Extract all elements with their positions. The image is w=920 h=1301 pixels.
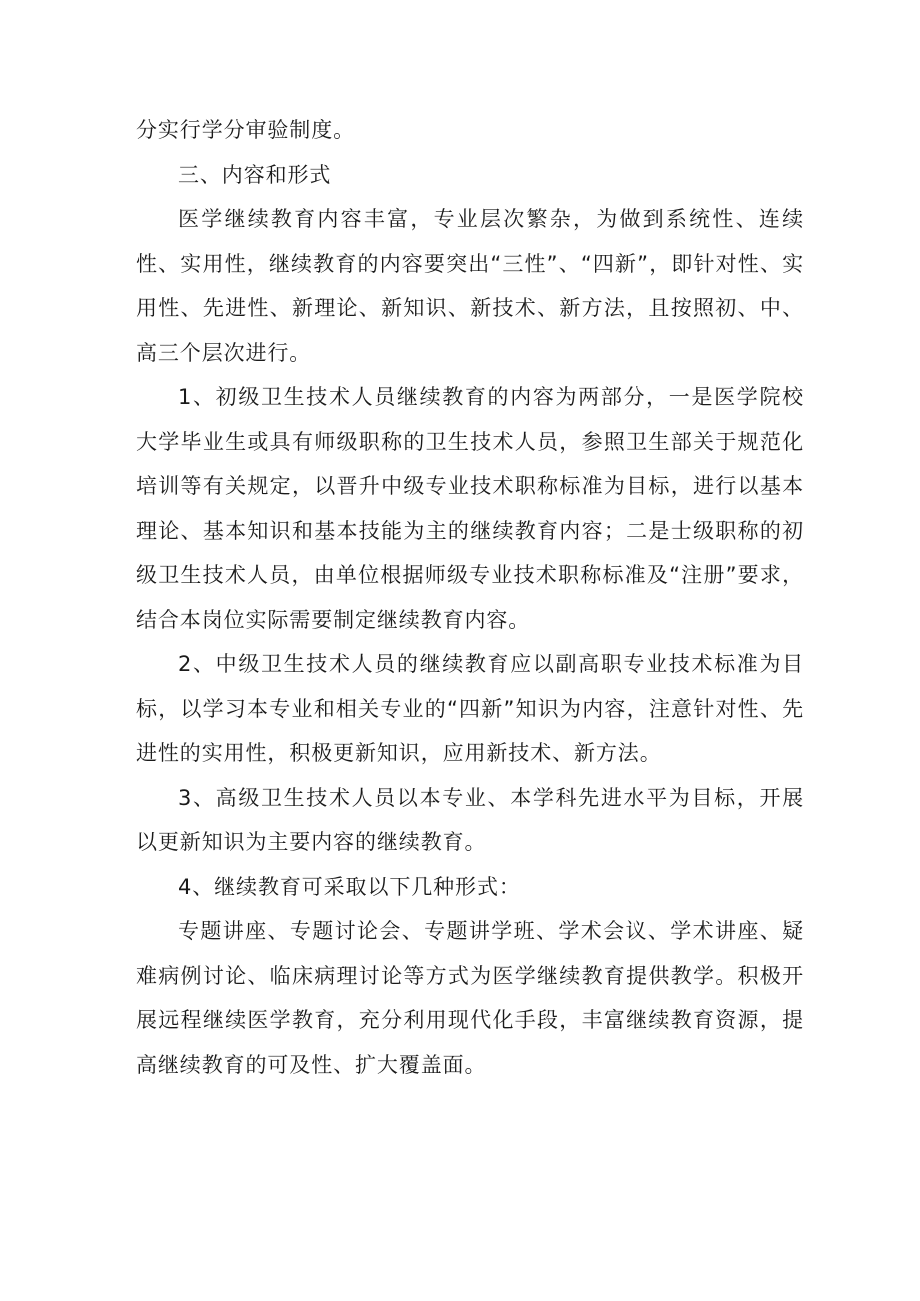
paragraph-item-2: 2、中级卫生技术人员的继续教育应以副高职专业技术标准为目标，以学习本专业和相关专业的“四新”知识为内容，注意针对性、先进性的实用性，积极更新知识，应用新技术、新方法。 bbox=[136, 652, 804, 765]
paragraph-item-3: 3、高级卫生技术人员以本专业、本学科先进水平为目标，开展以更新知识为主要内容的继续教育。 bbox=[136, 785, 804, 854]
document-body bbox=[136, 108, 804, 1087]
paragraph-forms: 专题讲座、专题讨论会、专题讲学班、学术会议、学术讲座、疑难病例讨论、临床病理讨论等方式为医学继续教育提供教学。积极开展远程继续医学教育，充分利用现代化手段，丰富继续教育资源，提高继续教育的可及性、扩大覆盖面。 bbox=[136, 919, 804, 1077]
paragraph-continuation: 分实行学分审验制度。 bbox=[136, 118, 355, 142]
paragraph-intro: 医学继续教育内容丰富，专业层次繁杂，为做到系统性、连续性、实用性，继续教育的内容要突出“三性”、“四新”，即针对性、实用性、先进性、新理论、新知识、新技术、新方法，且按照初、中、高三个层次进行。 bbox=[136, 207, 804, 365]
paragraph-item-1: 1、初级卫生技术人员继续教育的内容为两部分，一是医学院校大学毕业生或具有师级职称的卫生技术人员，参照卫生部关于规范化培训等有关规定，以晋升中级专业技术职称标准为目标，进行以基本理论、基本知识和基本技能为主的继续教育内容；二是士级职称的初级卫生技术人员，由单位根据师级专业技术职称标准及“注册”要求，结合本岗位实际需要制定继续教育内容。 bbox=[136, 385, 804, 632]
section-heading-content-and-form: 三、内容和形式 bbox=[178, 162, 332, 187]
paragraph-item-4: 4、继续教育可采取以下几种形式： bbox=[178, 874, 521, 899]
